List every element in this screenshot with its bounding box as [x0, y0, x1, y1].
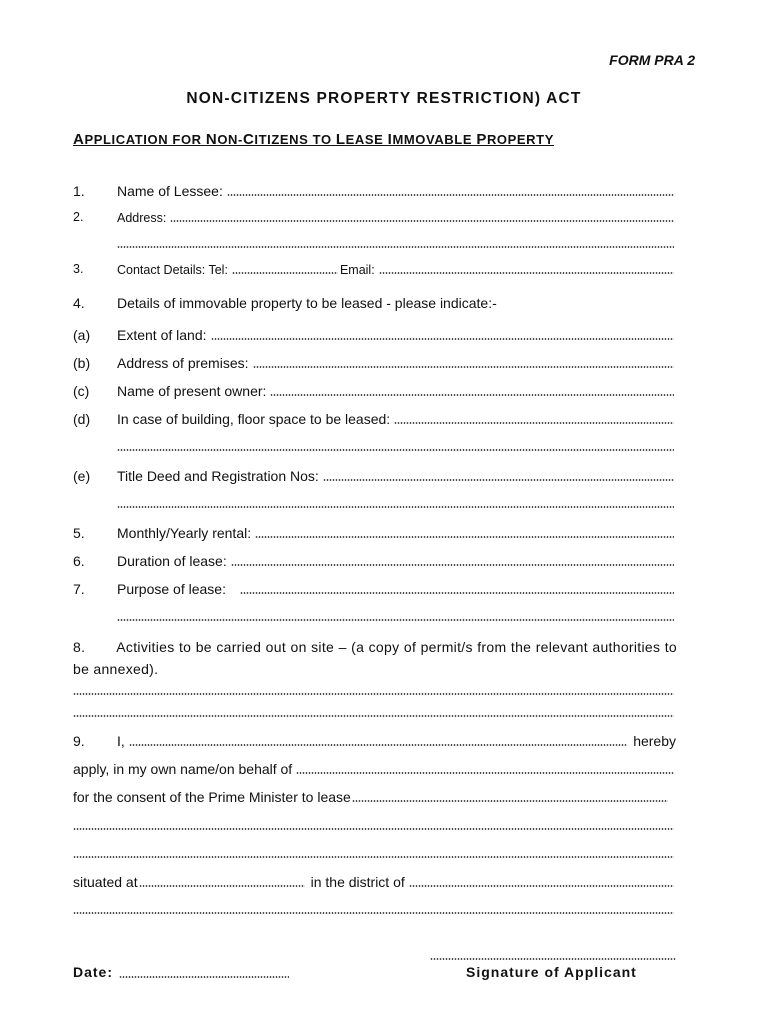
fill-in-line[interactable] [117, 496, 674, 508]
field-label-district: in the district of [310, 874, 405, 890]
fill-in-line[interactable] [211, 328, 674, 340]
fill-in-line[interactable] [73, 818, 674, 830]
field-consent-lease [73, 789, 676, 809]
signature-label: Signature of Applicant [466, 964, 637, 980]
field-label: Name of Lessee: [117, 183, 223, 199]
field-label: I, [117, 733, 125, 749]
fill-in-line[interactable] [73, 705, 674, 717]
form-code: FORM PRA 2 [609, 52, 695, 68]
field-activities: 8. Activities to be carried out on site – (a copy of permit/s from the relevant authorities to be annexed). [73, 639, 677, 677]
field-label-situated: situated at [73, 874, 138, 890]
field-label: for the consent of the Prime Minister to lease [73, 789, 351, 805]
field-label: Details of immovable property to be leased - please indicate:- [117, 295, 497, 311]
field-present-owner: (c) Name of present owner: [73, 383, 676, 403]
field-purpose-continuation [73, 609, 676, 629]
fill-in-line-email[interactable] [379, 262, 674, 274]
field-label: Name of present owner: [117, 383, 267, 399]
field-activities-line-2 [73, 705, 676, 725]
field-property-details: 4. Details of immovable property to be leased - please indicate:- [73, 295, 497, 311]
field-address-continuation [73, 236, 676, 256]
field-label: Address of premises: [117, 355, 249, 371]
field-label-email: Email: [339, 263, 375, 277]
field-label-tel: Contact Details: Tel: [117, 263, 228, 277]
form-subtitle: APPLICATION FOR NON-CITIZENS TO LEASE IMMOVABLE PROPERTY [73, 131, 554, 148]
field-name-of-lessee: 1. Name of Lessee: [73, 183, 676, 203]
fill-in-line[interactable] [73, 846, 674, 858]
field-floor-space: (d) In case of building, floor space to be leased: [73, 411, 676, 431]
fill-in-line[interactable] [129, 734, 627, 746]
field-consent-line-1 [73, 818, 676, 838]
fill-in-line[interactable] [323, 469, 674, 481]
field-duration: 6. Duration of lease: [73, 553, 676, 573]
fill-in-line[interactable] [170, 210, 674, 222]
field-situated-line [73, 902, 676, 922]
fill-in-line[interactable] [73, 683, 674, 695]
fill-in-line[interactable] [253, 356, 675, 368]
date-fill-in-line[interactable] [119, 968, 289, 978]
field-label: Address: [117, 211, 167, 225]
fill-in-line[interactable] [394, 412, 674, 424]
field-floor-space-continuation [73, 439, 676, 459]
field-title-deed: (e) Title Deed and Registration Nos: [73, 468, 676, 488]
field-title-deed-continuation [73, 496, 676, 516]
date-label: Date: [73, 964, 114, 980]
field-consent-line-2 [73, 846, 676, 866]
field-label: Purpose of lease: [117, 581, 226, 597]
field-label: In case of building, floor space to be leased: [117, 411, 391, 427]
field-address: 2. Address: [73, 210, 676, 230]
field-label: Duration of lease: [117, 553, 227, 569]
act-title: NON-CITIZENS PROPERTY RESTRICTION) ACT [186, 90, 582, 107]
field-rental: 5. Monthly/Yearly rental: [73, 525, 676, 545]
fill-in-line-situated[interactable] [139, 875, 305, 887]
fill-in-line[interactable] [240, 582, 674, 594]
fill-in-line[interactable] [231, 554, 674, 566]
field-label: Title Deed and Registration Nos: [117, 468, 319, 484]
field-label: Monthly/Yearly rental: [117, 525, 252, 541]
fill-in-line[interactable] [117, 439, 674, 451]
field-contact-details: 3. Contact Details: Tel: Email: [73, 262, 676, 282]
fill-in-line[interactable] [270, 384, 674, 396]
fill-in-line[interactable] [73, 902, 674, 914]
field-applicant-name: 9. I, hereby [73, 733, 676, 749]
field-situated-at [73, 874, 676, 894]
fill-in-line-district[interactable] [409, 875, 674, 887]
hereby-label: hereby [633, 733, 676, 749]
field-on-behalf-of [73, 761, 676, 781]
fill-in-line[interactable] [117, 609, 674, 621]
fill-in-line[interactable] [255, 526, 674, 538]
field-extent-of-land: (a) Extent of land: [73, 327, 676, 347]
signature-line[interactable] [430, 952, 676, 960]
fill-in-line[interactable] [352, 790, 668, 802]
fill-in-line[interactable] [296, 762, 674, 774]
field-label: apply, in my own name/on behalf of [73, 761, 293, 777]
fill-in-line-tel[interactable] [232, 262, 338, 274]
fill-in-line[interactable] [227, 184, 674, 196]
fill-in-line[interactable] [117, 236, 674, 248]
field-address-of-premises: (b) Address of premises: [73, 355, 676, 375]
field-activities-line-1 [73, 683, 676, 703]
field-label: Extent of land: [117, 327, 207, 343]
field-purpose: 7. Purpose of lease: [73, 581, 676, 601]
